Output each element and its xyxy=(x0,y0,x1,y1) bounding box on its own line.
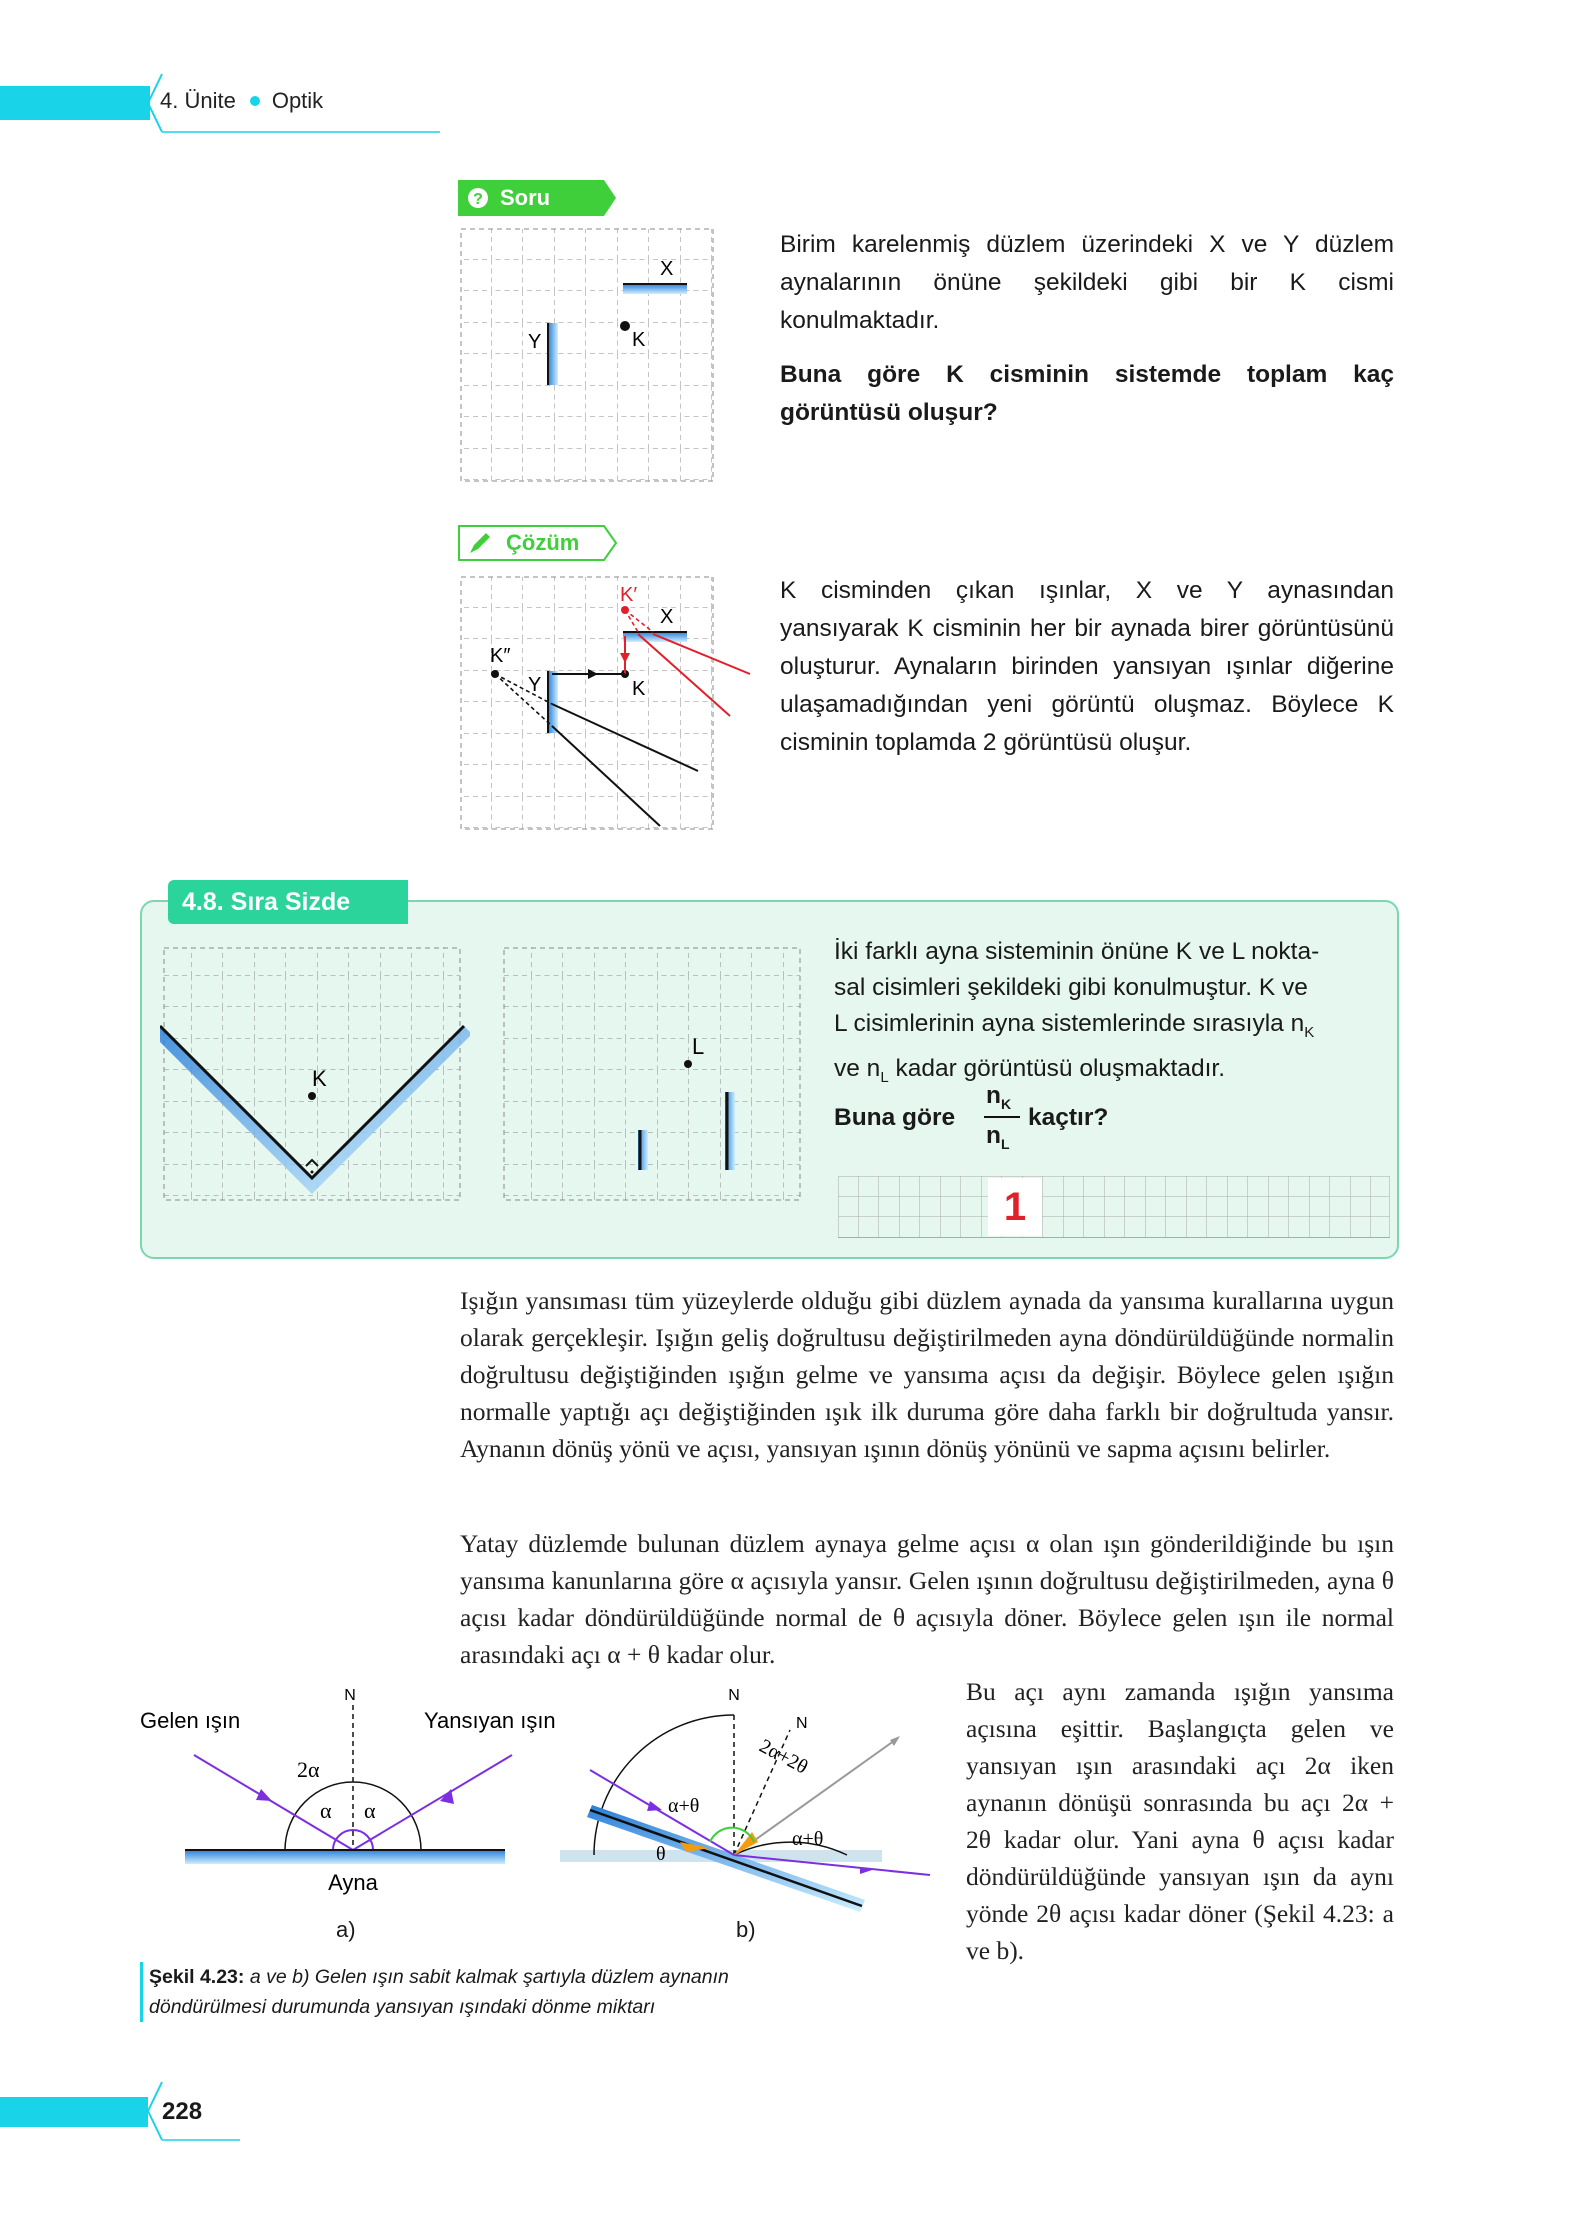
subscript-l: L xyxy=(880,1068,889,1086)
cozum-figure xyxy=(460,576,760,832)
soru-text: Birim karelenmiş düzlem üzerindeki X ve Y düzlem aynalarının önüne şekildeki gibi bir K cismi konulmaktadır. xyxy=(780,231,1394,334)
fraction-denominator xyxy=(986,1122,1010,1152)
answer-grid xyxy=(838,1176,1390,1238)
breadcrumb xyxy=(160,88,323,114)
label-2alpha: 2α xyxy=(297,1757,320,1782)
sira-text-part: L cisimlerinin ayna sistemlerinde sırasıyla n xyxy=(834,1010,1305,1037)
caption-bold: Şekil 4.23: xyxy=(149,1966,245,1988)
label-ayna: Ayna xyxy=(328,1870,378,1895)
label-theta: θ xyxy=(656,1843,666,1865)
label-l: L xyxy=(692,1034,705,1059)
breadcrumb-dot xyxy=(250,96,260,106)
label-gelen: Gelen ışın xyxy=(140,1708,241,1733)
body-paragraph-2: Yatay düzlemde bulunan düzlem aynaya gelme açısı α olan ışın gönderildiğinde bu ışın yansıma kanunlarına göre α açısıyla yansır. Gelen ışının doğrultusu değiştirilmeden, ayna θ açısı kadar döndürüldüğünde normal de θ açısıyla döner. Böylece gelen ışın ile normal arasındaki açı α + θ kadar olur. xyxy=(460,1529,1394,1669)
sira-sizde-tag: 4.8. Sıra Sizde xyxy=(168,880,408,924)
page-number-bar xyxy=(0,2097,148,2127)
sira-figure-l xyxy=(500,944,810,1214)
label-alpha-left: α xyxy=(320,1798,332,1823)
figure-a xyxy=(140,1680,580,1900)
sira-text-line: sal cisimleri şekildeki gibi konulmuştur. K ve xyxy=(834,974,1308,1001)
svg-text:?: ? xyxy=(473,191,483,208)
body-paragraph-3: Bu açı aynı zamanda ışığın yansıma açısına eşittir. Başlangıçta gelen ve yansıyan ışın arasındaki açı 2α iken aynanın dönüşü sonrasında bu açı 2α + 2θ kadar olur. Yani ayna θ açısı kadar döndürüldüğünde yansıyan ışın da aynı yönde 2θ açısı kadar döner (Şekil 4.23: a ve b). xyxy=(966,1677,1394,1965)
question-prefix: Buna göre xyxy=(834,1104,956,1131)
cozum-tag: Çözüm xyxy=(506,530,580,555)
breadcrumb-topic: Optik xyxy=(271,88,324,113)
body-paragraph-1: Işığın yansıması tüm yüzeylerde olduğu gibi düzlem aynada da yansıma kurallarına uygun olarak gerçekleşir. Işığın geliş doğrultusu değiştirilmeden ayna döndürüldüğünde normalin doğrultusu değiştiğinden ışığın gelme ve yansıma açısı da değişir. Böylece gelen ışığın normalle yaptığı açı değiştiğinden ışık ilk duruma göre daha farklı bir doğrultuda yansır. Aynanın dönüş yönü ve açısı, yansıyan ışının dönüş yönünü ve sapma açısını belirler. xyxy=(460,1286,1394,1463)
numerator-n: n xyxy=(986,1082,1001,1109)
cozum-text: K cisminden çıkan ışınlar, X ve Y aynasından yansıyarak K cisminin her bir aynada birer görüntüsünü oluşturur. Aynaların birinden yansıyan ışınlar diğerine ulaşamadığından yeni görüntü oluşmaz. Böylece K cisminin toplamda 2 görüntüsü oluşur. xyxy=(780,577,1394,756)
label-2a2t: 2α+2θ xyxy=(755,1734,812,1779)
breadcrumb-unit: 4. Ünite xyxy=(160,88,236,113)
mirror-x xyxy=(623,284,687,294)
page-number: 228 xyxy=(162,2098,203,2125)
figure-a-label: a) xyxy=(336,1917,356,1942)
label-y: Y xyxy=(528,331,542,353)
answer-cell[interactable]: 1 xyxy=(988,1178,1042,1236)
soru-tag: Soru xyxy=(500,185,551,210)
numerator-sub: K xyxy=(1000,1095,1012,1112)
fraction-numerator xyxy=(986,1082,1011,1112)
sira-text-part: ve n xyxy=(834,1054,881,1082)
soru-question: Buna göre K cisminin sistemde toplam kaç görüntüsü oluşur? xyxy=(780,361,1394,426)
fraction-bar xyxy=(984,1116,1020,1118)
label-a-plus-t-right: α+θ xyxy=(792,1828,824,1850)
label-x: X xyxy=(660,258,674,280)
label-k: K xyxy=(632,329,646,351)
label-x: X xyxy=(660,606,674,628)
question-suffix: kaçtır? xyxy=(1028,1104,1109,1131)
denominator-sub: L xyxy=(1000,1135,1010,1152)
denominator-n: n xyxy=(986,1122,1001,1149)
header-accent-bar xyxy=(0,86,150,120)
label-n2: N xyxy=(796,1715,808,1732)
label-n: N xyxy=(344,1687,356,1704)
label-k: K xyxy=(632,678,646,700)
label-y: Y xyxy=(528,674,542,696)
sira-text-part: kadar görüntüsü oluşmaktadır. xyxy=(888,1054,1226,1082)
caption-text: a ve b) Gelen ışın sabit kalmak şartıyla düzlem aynanın döndürülmesi durumunda yansıyan ışındaki dönme miktarı xyxy=(149,1966,729,2018)
sira-text-line: İki farklı ayna sisteminin önüne K ve L nokta- xyxy=(834,938,1320,965)
sira-figure-k xyxy=(160,944,470,1214)
label-yansiyan: Yansıyan ışın xyxy=(424,1708,556,1733)
label-k-double-prime: K″ xyxy=(490,645,511,667)
figure-b-label: b) xyxy=(736,1917,756,1942)
subscript-k: K xyxy=(1304,1023,1315,1041)
label-n: N xyxy=(728,1687,740,1704)
figure-b xyxy=(560,1680,940,1920)
sira-text-line xyxy=(834,1051,1384,1096)
mirror-y xyxy=(548,323,558,385)
sira-text-line xyxy=(834,1006,1384,1051)
object-k xyxy=(620,321,630,331)
label-alpha-right: α xyxy=(364,1798,376,1823)
label-k: K xyxy=(312,1066,327,1091)
label-k-prime: K′ xyxy=(620,584,638,606)
label-a-plus-t-left: α+θ xyxy=(668,1795,700,1817)
figure-caption xyxy=(140,1962,849,2022)
sira-text xyxy=(834,934,1384,1096)
soru-figure xyxy=(460,228,760,482)
